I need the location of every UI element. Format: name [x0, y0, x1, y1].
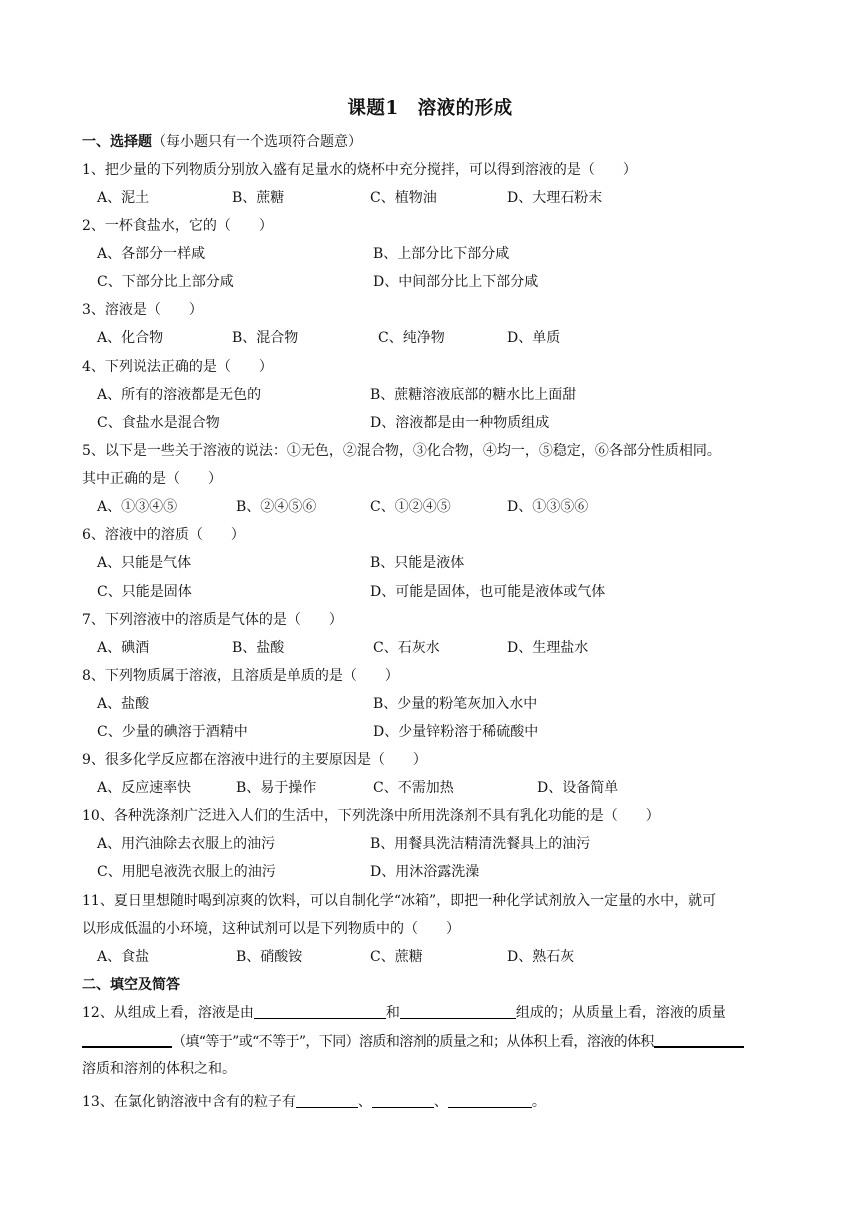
question-12-line-3: 溶质和溶剂的体积之和。	[82, 1061, 236, 1077]
q12-blank-solvent[interactable]	[400, 1003, 516, 1019]
q6-option-d: D、可能是固体，也可能是液体或气体	[370, 584, 606, 600]
section-note: （每小题只有一个选项符合题意）	[152, 134, 362, 150]
question-12-line-2	[82, 1031, 744, 1052]
q4-option-d: D、溶液都是由一种物质组成	[370, 415, 550, 431]
q5-option-a: A、①③④⑤	[97, 499, 178, 515]
section-title: 一、选择题	[82, 134, 152, 150]
q7-option-c: C、石灰水	[373, 640, 440, 656]
q12-text-4: （填“等于”或“不等于”，下同）溶质和溶剂的质量之和；从体积上看，溶液的体积	[172, 1034, 654, 1050]
q11-option-b: B、硝酸铵	[236, 949, 303, 965]
q9-option-c: C、不需加热	[373, 780, 454, 796]
q10-option-a: A、用汽油除去衣服上的油污	[97, 836, 276, 852]
q7-option-a: A、碘酒	[97, 640, 150, 656]
q2-option-b: B、上部分比下部分咸	[373, 246, 510, 262]
q3-option-d: D、单质	[507, 330, 561, 346]
q12-blank-volume[interactable]	[654, 1031, 744, 1048]
q5-option-b: B、②④⑤⑥	[236, 499, 317, 515]
question-10-stem: 10、各种洗涤剂广泛进入人们的生活中，下列洗涤中所用洗涤剂不具有乳化功能的是（ ）	[82, 808, 660, 824]
question-5-stem-continued: 其中正确的是（ ）	[82, 471, 222, 487]
q1-option-a: A、泥土	[97, 190, 150, 206]
question-7-stem: 7、下列溶液中的溶质是气体的是（ ）	[82, 612, 343, 628]
q13-blank-2[interactable]	[372, 1092, 434, 1108]
q11-option-a: A、食盐	[97, 949, 150, 965]
q13-text: 13、在氯化钠溶液中含有的粒子有	[82, 1094, 296, 1110]
question-3-stem: 3、溶液是（ ）	[82, 302, 203, 318]
q8-option-d: D、少量锌粉溶于稀硫酸中	[373, 724, 539, 740]
q7-option-d: D、生理盐水	[507, 640, 589, 656]
q13-separator-1: 、	[357, 1094, 372, 1110]
question-11-stem-continued: 以形成低温的小环境，这种试剂可以是下列物质中的（ ）	[82, 921, 460, 937]
question-1-stem: 1、把少量的下列物质分别放入盛有足量水的烧杯中充分搅拌，可以得到溶液的是（ ）	[82, 162, 637, 178]
q3-option-b: B、混合物	[232, 330, 299, 346]
q13-separator-2: 、	[433, 1094, 448, 1110]
question-2-stem: 2、一杯食盐水，它的（ ）	[82, 218, 273, 234]
section-heading-choice	[82, 132, 362, 152]
q12-text-3: 组成的；从质量上看，溶液的质量	[515, 1005, 726, 1021]
q3-option-c: C、纯净物	[378, 330, 445, 346]
q2-option-c: C、下部分比上部分咸	[97, 274, 234, 290]
q10-option-c: C、用肥皂液洗衣服上的油污	[97, 864, 276, 880]
q8-option-a: A、盐酸	[97, 696, 150, 712]
q3-option-a: A、化合物	[97, 330, 164, 346]
q6-option-c: C、只能是固体	[97, 584, 192, 600]
q11-option-d: D、熟石灰	[507, 949, 575, 965]
q9-option-b: B、易于操作	[236, 780, 317, 796]
q8-option-c: C、少量的碘溶于酒精中	[97, 724, 248, 740]
q4-option-b: B、蔗糖溶液底部的糖水比上面甜	[370, 387, 577, 403]
q8-option-b: B、少量的粉笔灰加入水中	[373, 696, 538, 712]
q10-option-b: B、用餐具洗洁精清洗餐具上的油污	[370, 836, 591, 852]
question-8-stem: 8、下列物质属于溶液，且溶质是单质的是（ ）	[82, 668, 399, 684]
question-4-stem: 4、下列说法正确的是（ ）	[82, 359, 273, 375]
q6-option-b: B、只能是液体	[370, 555, 465, 571]
q12-blank-solute[interactable]	[254, 1003, 386, 1019]
q5-option-c: C、①②④⑤	[370, 499, 451, 515]
question-6-stem: 6、溶液中的溶质（ ）	[82, 527, 245, 543]
q4-option-c: C、食盐水是混合物	[97, 415, 220, 431]
question-11-stem: 11、夏日里想随时喝到凉爽的饮料，可以自制化学“冰箱”，即把一种化学试剂放入一定量的水中，就可	[82, 893, 717, 909]
q2-option-d: D、中间部分比上下部分咸	[373, 274, 539, 290]
q1-option-d: D、大理石粉末	[507, 190, 603, 206]
question-9-stem: 9、很多化学反应都在溶液中进行的主要原因是（ ）	[82, 752, 427, 768]
q12-blank-mass[interactable]	[82, 1031, 172, 1048]
q11-option-c: C、蔗糖	[370, 949, 423, 965]
q2-option-a: A、各部分一样咸	[97, 246, 206, 262]
q1-option-c: C、植物油	[370, 190, 437, 206]
q9-option-d: D、设备简单	[537, 780, 619, 796]
section-heading-fill: 二、填空及简答	[82, 977, 180, 993]
q1-option-b: B、蔗糖	[232, 190, 285, 206]
page-title: 课题1 溶液的形成	[347, 98, 513, 119]
q13-blank-1[interactable]	[296, 1092, 358, 1108]
q6-option-a: A、只能是气体	[97, 555, 192, 571]
q10-option-d: D、用沐浴露洗澡	[370, 864, 480, 880]
q4-option-a: A、所有的溶液都是无色的	[97, 387, 262, 403]
q13-blank-3[interactable]	[448, 1092, 532, 1108]
q7-option-b: B、盐酸	[232, 640, 285, 656]
q5-option-d: D、①③⑤⑥	[507, 499, 589, 515]
q12-text-2: 和	[385, 1005, 400, 1021]
question-13-line: 13、在氯化钠溶液中含有的粒子有 、 、 。	[82, 1094, 546, 1110]
question-5-stem: 5、以下是一些关于溶液的说法：①无色，②混合物，③化合物，④均一，⑤稳定，⑥各部分性质相同。	[82, 443, 721, 459]
q9-option-a: A、反应速率快	[97, 780, 192, 796]
question-12-line-1	[82, 1003, 726, 1023]
q12-text-1: 12、从组成上看，溶液是由	[82, 1005, 254, 1021]
